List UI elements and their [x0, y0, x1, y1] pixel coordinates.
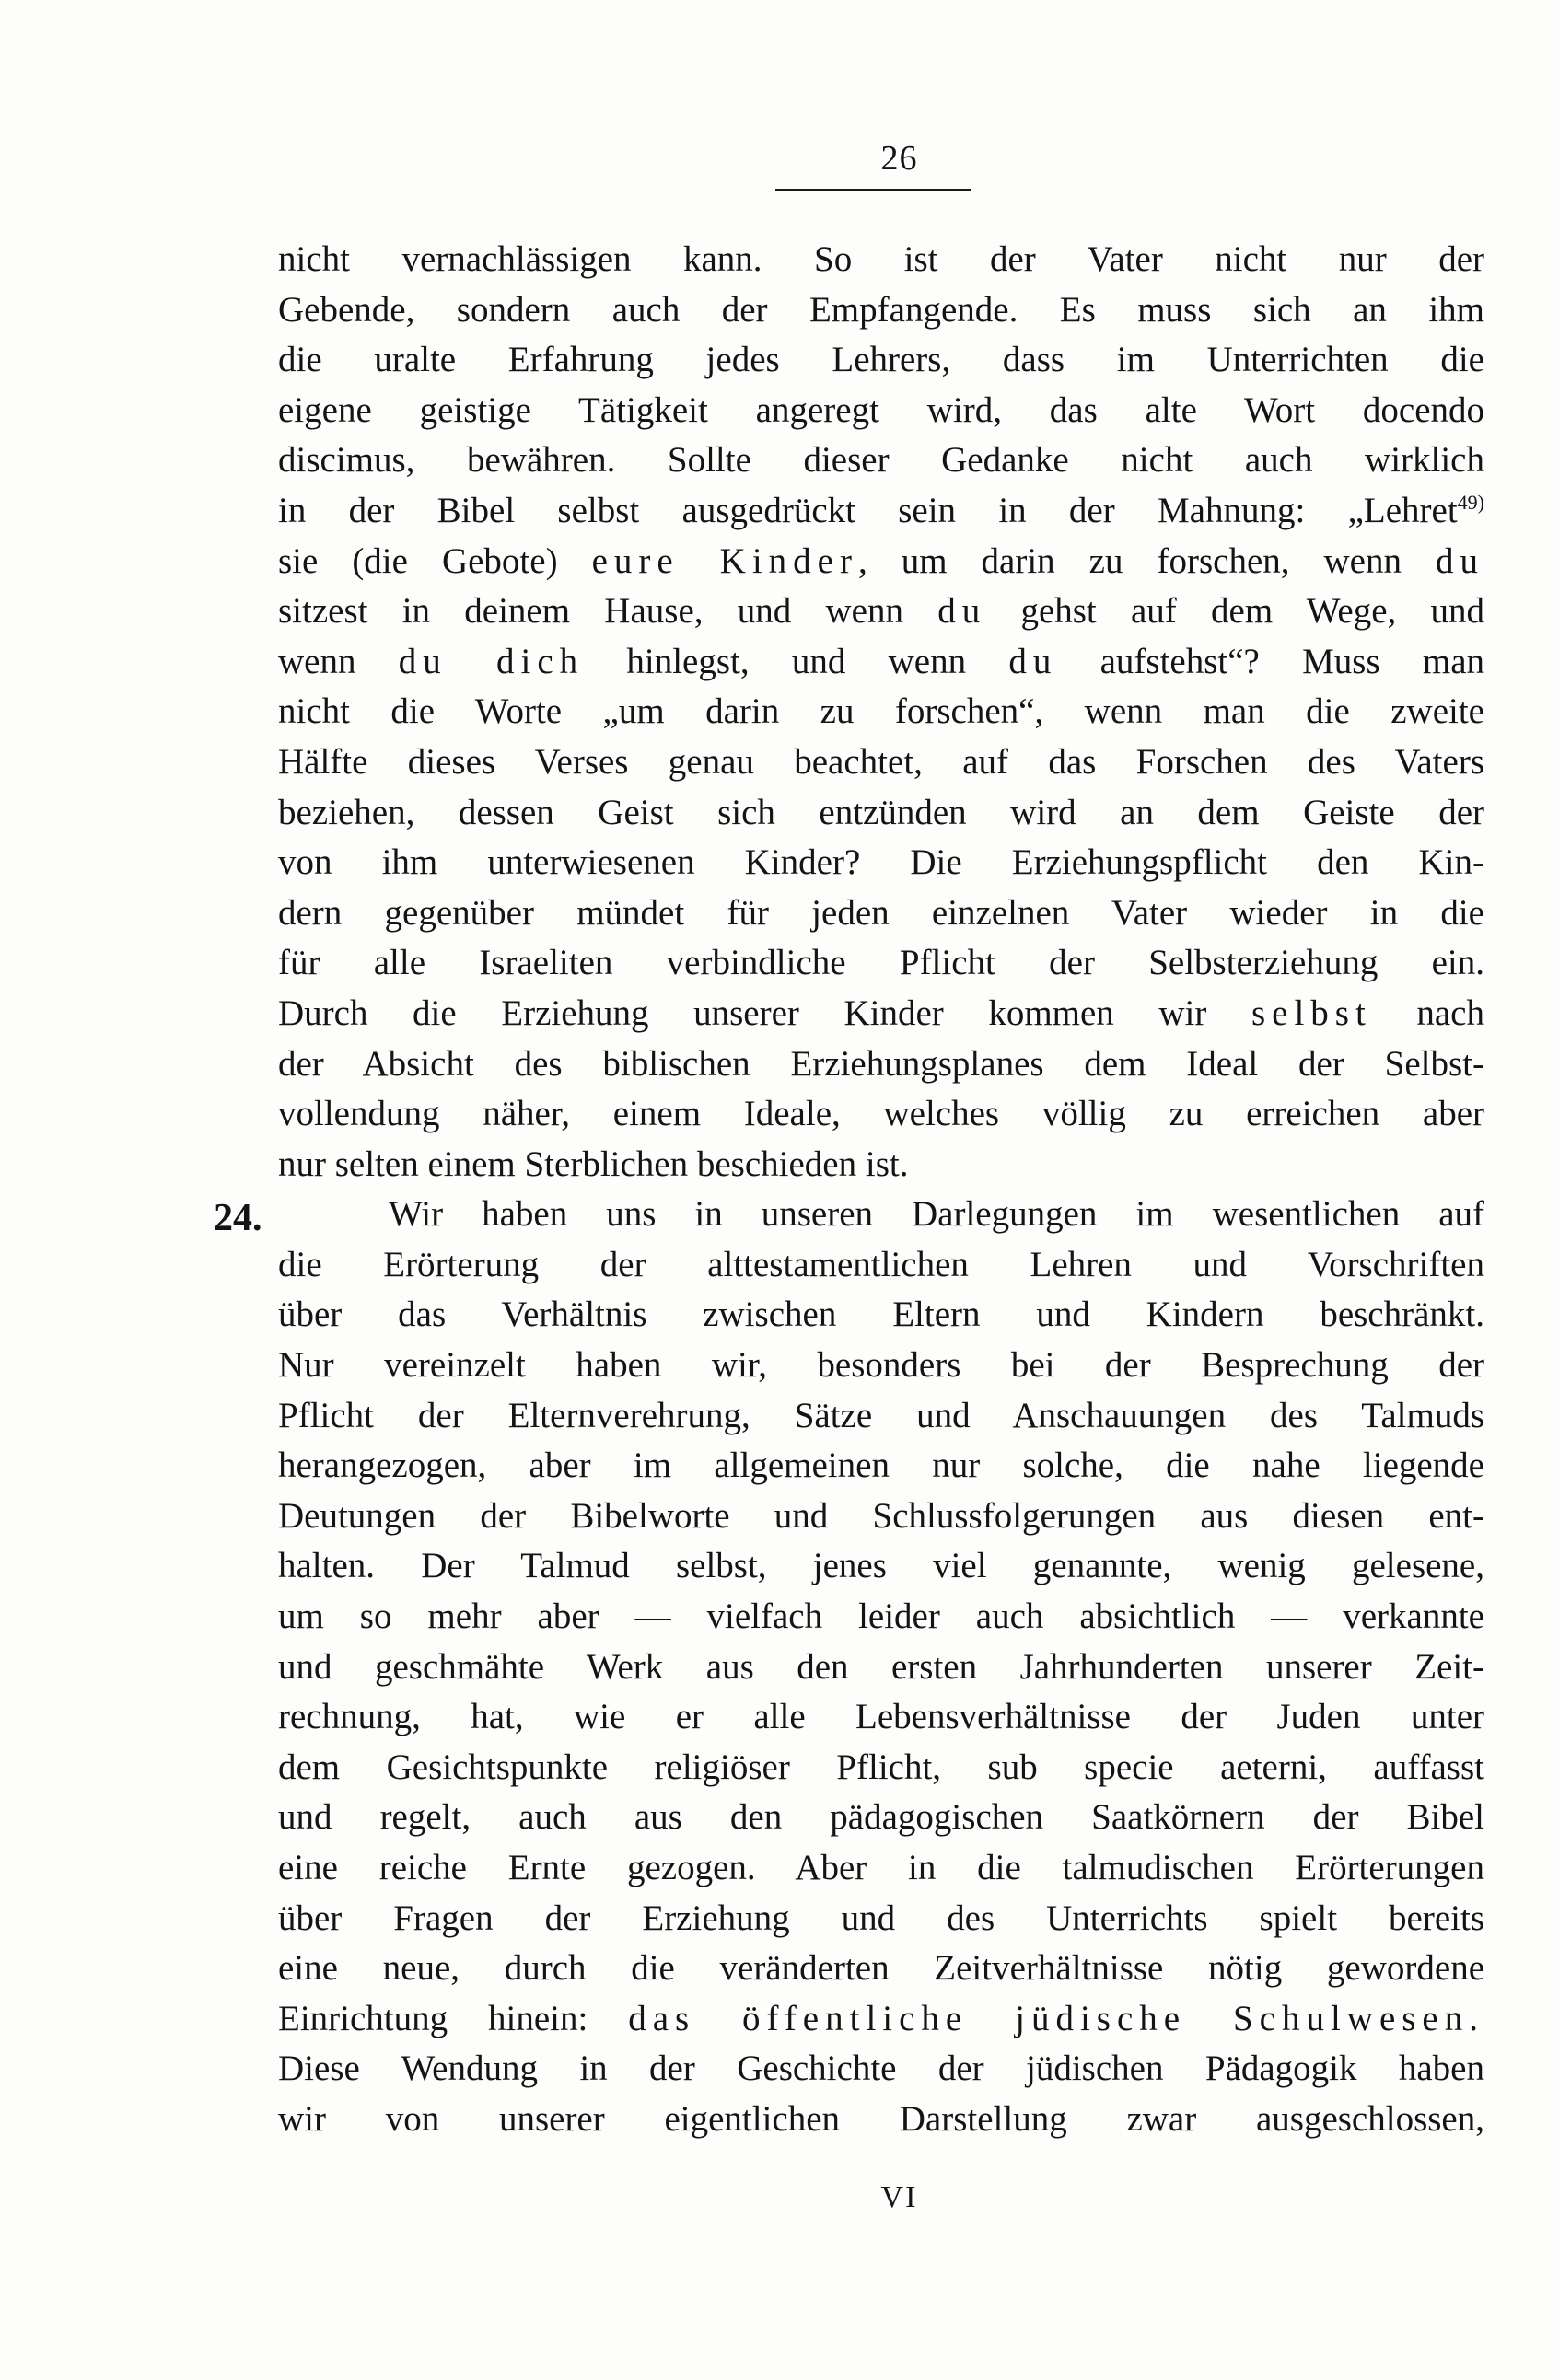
- text-line: Einrichtung hinein: das öffentliche jüdische Schulwesen.: [278, 1998, 1484, 2038]
- text-line: von ihm unterwiesenen Kinder? Die Erziehungspflicht den Kin-: [278, 842, 1484, 883]
- text-line: der Absicht des biblischen Erziehungsplanes dem Ideal der Selbst-: [278, 1043, 1484, 1084]
- text-line: beziehen, dessen Geist sich entzünden wird an dem Geiste der: [278, 792, 1484, 832]
- text-line: über Fragen der Erziehung und des Unterrichts spielt bereits: [278, 1898, 1484, 1938]
- emphasized-text: du: [1008, 641, 1058, 681]
- text-line: Nur vereinzelt haben wir, besonders bei der Besprechung der: [278, 1345, 1484, 1386]
- text-line: dem Gesichtspunkte religiöser Pflicht, sub specie aeterni, auffasst: [278, 1747, 1484, 1787]
- text-line: über das Verhältnis zwischen Eltern und Kindern beschränkt.: [278, 1294, 1484, 1335]
- page-number: 26: [880, 139, 918, 178]
- text-line: Pflicht der Elternverehrung, Sätze und Anschauungen des Talmuds: [278, 1395, 1484, 1435]
- text-line: Wir haben uns in unseren Darlegungen im wesentlichen auf: [389, 1194, 1484, 1235]
- body-text: [278, 235, 1484, 2145]
- text-line: Hälfte dieses Verses genau beachtet, auf das Forschen des Vaters: [278, 741, 1484, 782]
- text-line: Gebende, sondern auch der Empfangende. Es muss sich an ihm: [278, 289, 1484, 330]
- text-line: eine reiche Ernte gezogen. Aber in die talmudischen Erörterungen: [278, 1848, 1484, 1887]
- text-line: und regelt, auch aus den pädagogischen Saatkörnern der Bibel: [278, 1797, 1484, 1838]
- emphasized-text: du: [937, 591, 987, 632]
- header-rule: [775, 189, 971, 191]
- text-line: wenn du dich hinlegst, und wenn du aufstehst“? Muss man: [278, 641, 1484, 681]
- text-line: die Erörterung der alttestamentlichen Lehren und Vorschriften: [278, 1244, 1484, 1284]
- text-line: Deutungen der Bibelworte und Schlussfolgerungen aus diesen ent-: [278, 1495, 1484, 1536]
- emphasized-text: du dich: [398, 641, 585, 681]
- text-line: Diese Wendung in der Geschichte der jüdischen Pädagogik haben: [278, 2049, 1484, 2089]
- text-line: für alle Israeliten verbindliche Pflicht der Selbsterziehung ein.: [278, 943, 1484, 983]
- footnote-reference: 49): [1457, 490, 1484, 514]
- text-line: nicht die Worte „um darin zu forschen“, wenn man die zweite: [278, 691, 1484, 732]
- signature-mark: VI: [880, 2180, 918, 2214]
- text-line: die uralte Erfahrung jedes Lehrers, dass im Unterrichten die: [278, 340, 1484, 380]
- text-line: wir von unserer eigentlichen Darstellung zwar ausgeschlossen,: [278, 2098, 1484, 2139]
- text-line: sitzest in deinem Hause, und wenn du gehst auf dem Wege, und: [278, 591, 1484, 632]
- emphasized-text: du: [1436, 540, 1484, 581]
- emphasized-text: selbst: [1251, 993, 1372, 1033]
- text-line: eine neue, durch die veränderten Zeitverhältnisse nötig gewordene: [278, 1948, 1484, 1989]
- text-line: vollendung näher, einem Ideale, welches völlig zu erreichen aber: [278, 1094, 1484, 1134]
- text-line: sie (die Gebote) eure Kinder, um darin zu forschen, wenn du: [278, 540, 1484, 581]
- text-line: nur selten einem Sterblichen beschieden ist.: [278, 1144, 909, 1184]
- section-number: 24.: [214, 1197, 262, 1239]
- text-line: rechnung, hat, wie er alle Lebensverhältnisse der Juden unter: [278, 1697, 1484, 1737]
- text-line: und geschmähte Werk aus den ersten Jahrhunderten unserer Zeit-: [278, 1646, 1484, 1687]
- text-line: discimus, bewähren. Sollte dieser Gedanke nicht auch wirklich: [278, 440, 1484, 481]
- text-line: herangezogen, aber im allgemeinen nur solche, die nahe liegende: [278, 1445, 1484, 1486]
- text-line: eigene geistige Tätigkeit angeregt wird, das alte Wort docendo: [278, 389, 1484, 430]
- text-line: um so mehr aber — vielfach leider auch absichtlich — verkannte: [278, 1596, 1484, 1637]
- text-line: halten. Der Talmud selbst, jenes viel genannte, wenig gelesene,: [278, 1546, 1484, 1586]
- emphasized-text: das öffentliche jüdische Schulwesen.: [628, 1998, 1484, 2038]
- text-line: Durch die Erziehung unserer Kinder kommen wir selbst nach: [278, 993, 1484, 1033]
- text-line: dern gegenüber mündet für jeden einzelnen Vater wieder in die: [278, 892, 1484, 933]
- text-line: in der Bibel selbst ausgedrückt sein in der Mahnung: „Lehret$^{49)}$: [278, 490, 1484, 530]
- text-line: nicht vernachlässigen kann. So ist der Vater nicht nur der: [278, 239, 1484, 279]
- emphasized-text: eure Kinder: [591, 540, 858, 581]
